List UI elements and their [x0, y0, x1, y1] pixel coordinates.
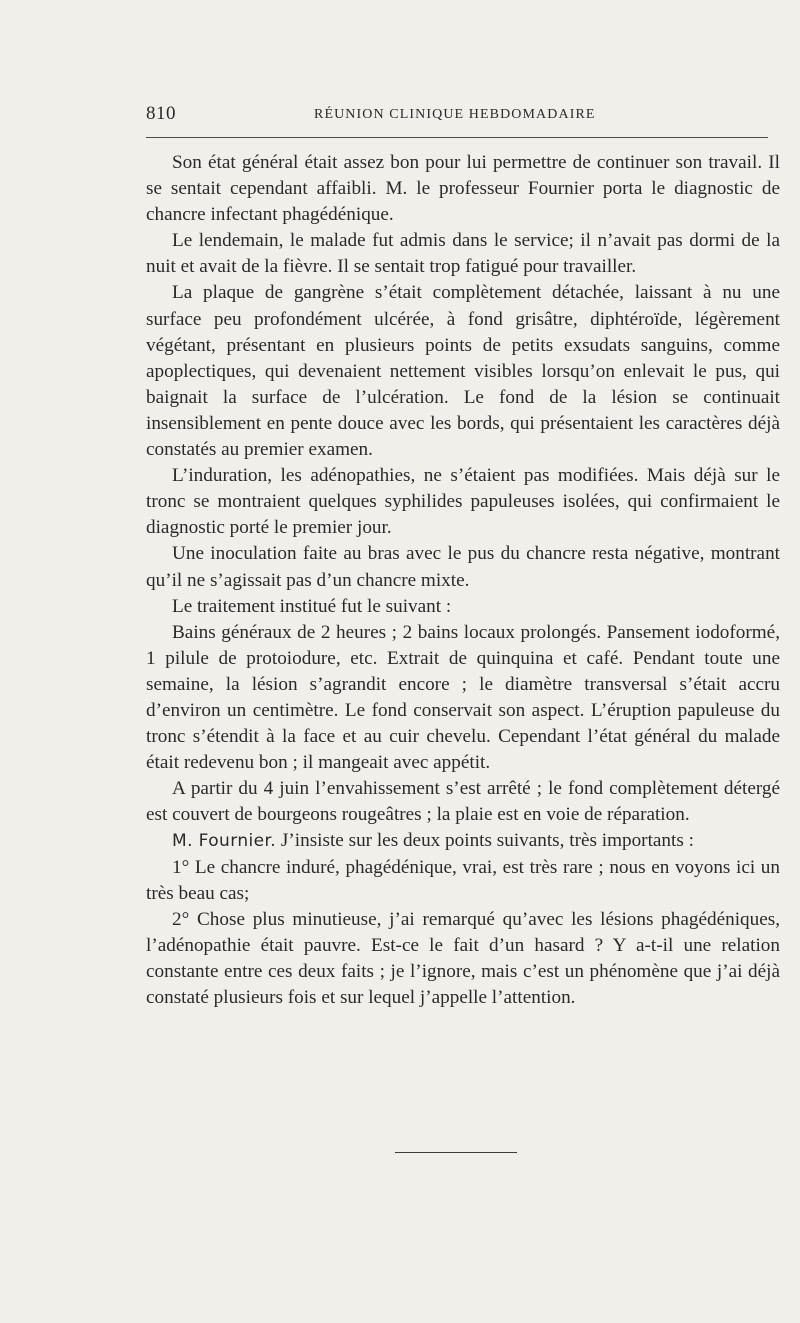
page-header [146, 103, 768, 131]
paragraph: Son état général était assez bon pour lui permettre de continuer son travail. Il se sentait cependant affaibli. M. le professeur Fournier porta le diagnostic de chancre infectant phagédénique. [146, 152, 780, 226]
paragraph: Une inoculation faite au bras avec le pus du chancre resta négative, montrant qu’il ne s’agissait pas d’un chancre mixte. [146, 543, 780, 591]
speech-text: J’insiste sur les deux points suivants, très importants : [276, 830, 694, 852]
section-end-rule [395, 1152, 517, 1153]
numbered-point: 2° Chose plus minutieuse, j’ai remarqué qu’avec les lésions phagédéniques, l’adénopathie était pauvre. Est-ce le fait d’un hasard ? Y a-t-il une relation constante entre ces deux faits ; je l’ignore, mais c’est un phénomène que j’ai déjà constaté plusieurs fois et sur lequel j’appelle l’attention. [146, 908, 780, 1008]
numbered-point: 1° Le chancre induré, phagédénique, vrai, est très rare ; nous en voyons ici un très beau cas; [146, 856, 780, 904]
body-text [146, 150, 780, 1011]
paragraph: Le lendemain, le malade fut admis dans le service; il n’avait pas dormi de la nuit et avait de la fièvre. Il se sentait trop fatigué pour travailler. [146, 230, 780, 278]
header-rule [146, 137, 768, 138]
paragraph: A partir du 4 juin l’envahissement s’est arrêté ; le fond complètement détergé est couvert de bourgeons rougeâtres ; la plaie est en voie de réparation. [146, 778, 780, 826]
paragraph: Le traitement institué fut le suivant : [172, 595, 452, 617]
paragraph: Bains généraux de 2 heures ; 2 bains locaux prolongés. Pansement iodoformé, 1 pilule de protoiodure, etc. Extrait de quinquina et café. Pendant toute une semaine, la lésion s’agrandit encore ; le diamètre transversal s’était accru d’environ un centimètre. Le fond conservait son aspect. L’éruption papuleuse du tronc s’étendit à la face et au cuir chevelu. Cependant l’état général du malade était redevenu bon ; il mangeait avec appétit. [146, 621, 780, 774]
paragraph: La plaque de gangrène s’était complètement détachée, laissant à nu une surface peu profondément ulcérée, à fond grisâtre, diphtéroïde, légèrement végétant, présentant en plusieurs points de petits exsudats sanguins, comme apoplectiques, qui devenaient nettement visibles lorsqu’on enlevait le pus, qui baignait la surface de l’ulcération. Le fond de la lésion se continuait insensiblement en pente douce avec les bords, qui présentaient les caractères déjà constatés au premier examen. [146, 282, 780, 461]
page-number: 810 [146, 103, 176, 124]
speech-paragraph [146, 828, 780, 854]
paragraph: L’induration, les adénopathies, ne s’étaient pas modifiées. Mais déjà sur le tronc se montraient quelques syphilides papuleuses isolées, qui confirmaient le diagnostic porté le premier jour. [146, 465, 780, 539]
running-title: RÉUNION CLINIQUE HEBDOMADAIRE [314, 107, 596, 122]
speaker-name: M. Fournier. [172, 831, 277, 852]
